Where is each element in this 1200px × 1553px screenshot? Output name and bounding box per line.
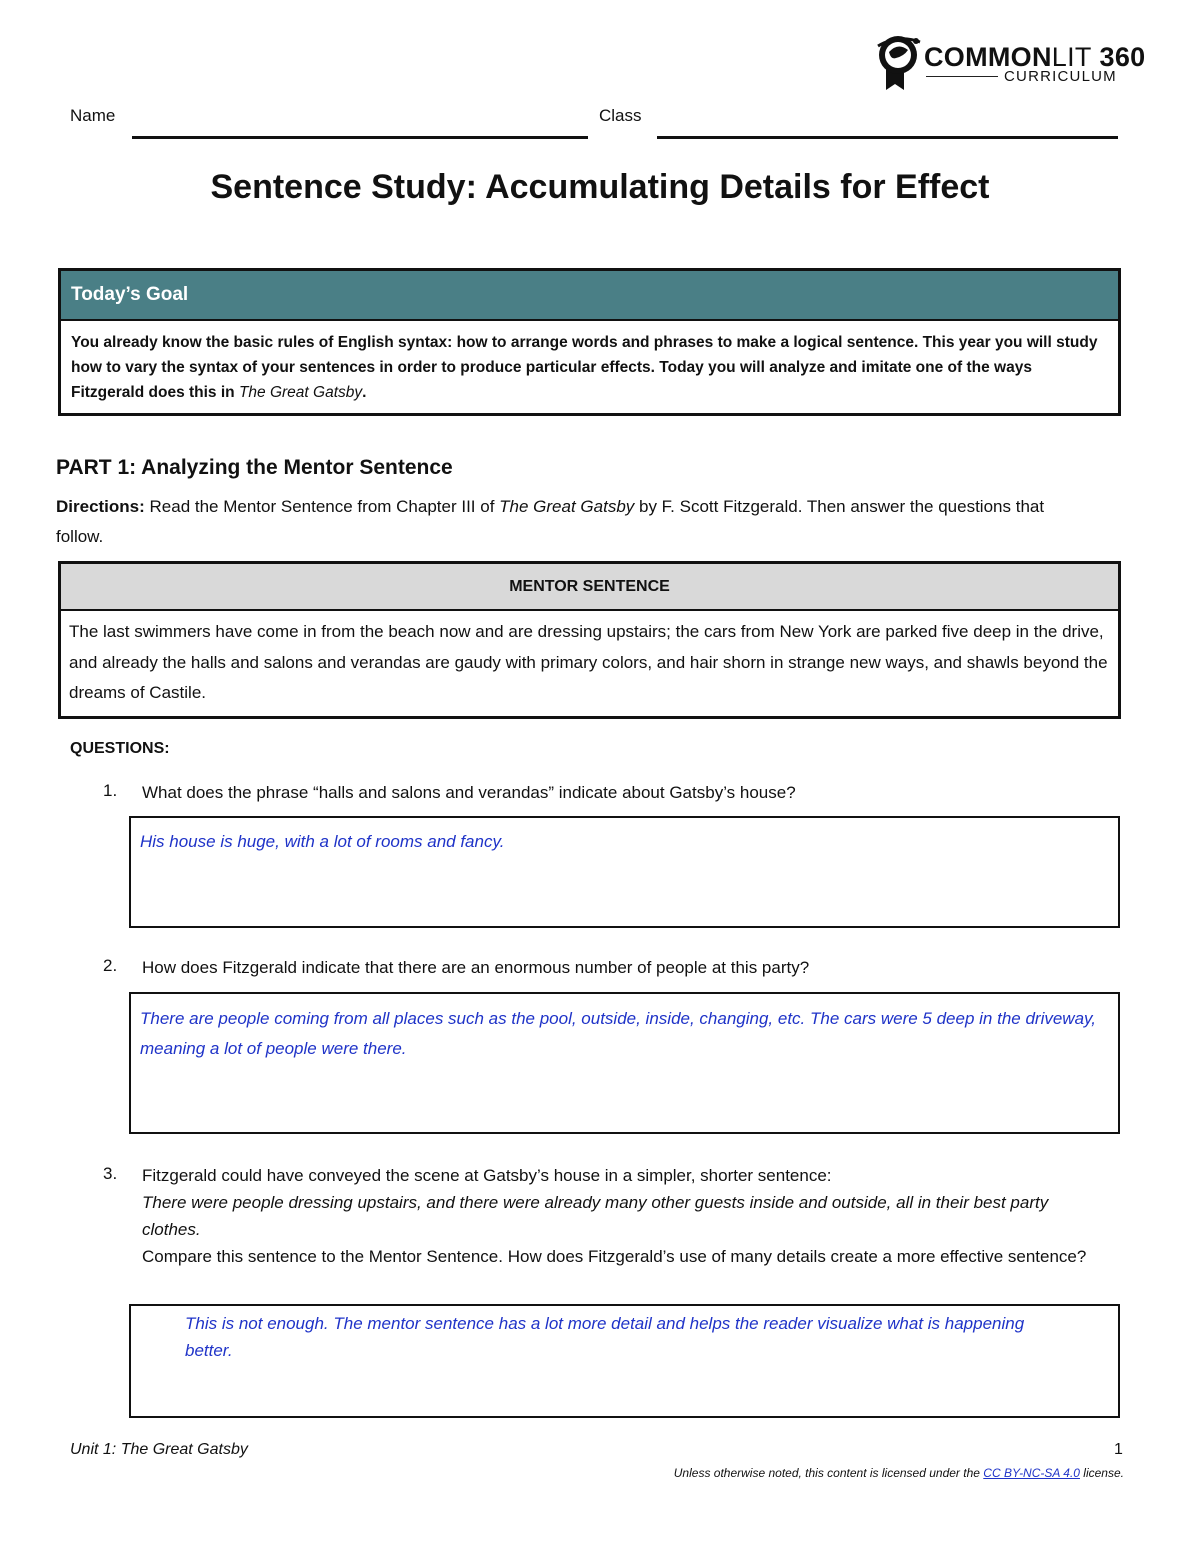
license-link[interactable]: CC BY-NC-SA 4.0	[983, 1466, 1080, 1480]
question-3-number: 3.	[103, 1164, 118, 1183]
answer-3-text: This is not enough. The mentor sentence has a lot more detail and helps the reader visualize what is happening better.	[185, 1314, 1025, 1360]
answer-2-text: There are people coming from all places such as the pool, outside, inside, changing, etc. The cars were 5 deep in the driveway, meaning a lot of people were there.	[140, 1009, 1096, 1058]
name-label: Name	[70, 106, 116, 125]
page-number: 1	[1114, 1441, 1123, 1458]
name-field[interactable]	[132, 136, 588, 139]
answer-1-box[interactable]	[129, 816, 1120, 928]
mentor-sentence-text: The last swimmers have come in from the beach now and are dressing upstairs; the cars from New York are parked five deep in the drive, and already the halls and salons and verandas are gaudy with primary colors, and hair shorn in strange new ways, and shawls beyond the dreams of Castile.	[69, 622, 1108, 702]
question-1-number: 1.	[103, 781, 118, 800]
page-title: Sentence Study: Accumulating Details for Effect	[210, 168, 990, 206]
logo-wordmark: COMMONLIT 360	[924, 42, 1146, 72]
mentor-sentence-heading: MENTOR SENTENCE	[61, 564, 1118, 611]
logo-divider	[926, 76, 998, 77]
goal-book-title: The Great Gatsby	[238, 384, 363, 401]
goal-box	[58, 268, 1121, 416]
questions-heading: QUESTIONS:	[70, 740, 170, 757]
commonlit-logo-icon	[876, 32, 922, 92]
question-3-content	[142, 1162, 1107, 1270]
question-3-prompt: Compare this sentence to the Mentor Sentence. How does Fitzgerald’s use of many details create a more effective sentence?	[142, 1247, 1087, 1266]
footer-unit: Unit 1: The Great Gatsby	[70, 1441, 248, 1458]
class-field[interactable]	[657, 136, 1118, 139]
part1-heading: PART 1: Analyzing the Mentor Sentence	[56, 456, 453, 479]
answer-2-box[interactable]	[129, 992, 1120, 1134]
answer-1-text: His house is huge, with a lot of rooms and fancy.	[140, 832, 505, 851]
license-notice: Unless otherwise noted, this content is licensed under the CC BY-NC-SA 4.0 license.	[673, 1466, 1124, 1480]
question-3-text: Fitzgerald could have conveyed the scene at Gatsby’s house in a simpler, shorter sentence:	[142, 1166, 832, 1185]
commonlit-logo	[876, 32, 1146, 94]
goal-text: You already know the basic rules of English syntax: how to arrange words and phrases to make a logical sentence. This year you will study how to vary the syntax of your sentences in order to produce particular effects. Today you will analyze and imitate one of the ways Fitzgerald does this in The Great Gatsby.	[71, 334, 1098, 401]
question-1-text: What does the phrase “halls and salons and verandas” indicate about Gatsby’s house?	[142, 783, 796, 802]
answer-3-box[interactable]	[129, 1304, 1120, 1418]
question-3-example: There were people dressing upstairs, and there were already many other guests inside and outside, all in their best party clothes.	[142, 1193, 1049, 1239]
directions-text: Directions: Read the Mentor Sentence from Chapter III of The Great Gatsby by F. Scott Fitzgerald. Then answer the questions that follow.	[56, 497, 1045, 546]
class-label: Class	[599, 106, 642, 125]
mentor-sentence-box	[58, 561, 1121, 719]
goal-heading: Today’s Goal	[61, 271, 1118, 321]
question-2-text: How does Fitzgerald indicate that there are an enormous number of people at this party?	[142, 958, 810, 977]
logo-subtitle: CURRICULUM	[1004, 68, 1117, 85]
question-2-number: 2.	[103, 956, 118, 975]
